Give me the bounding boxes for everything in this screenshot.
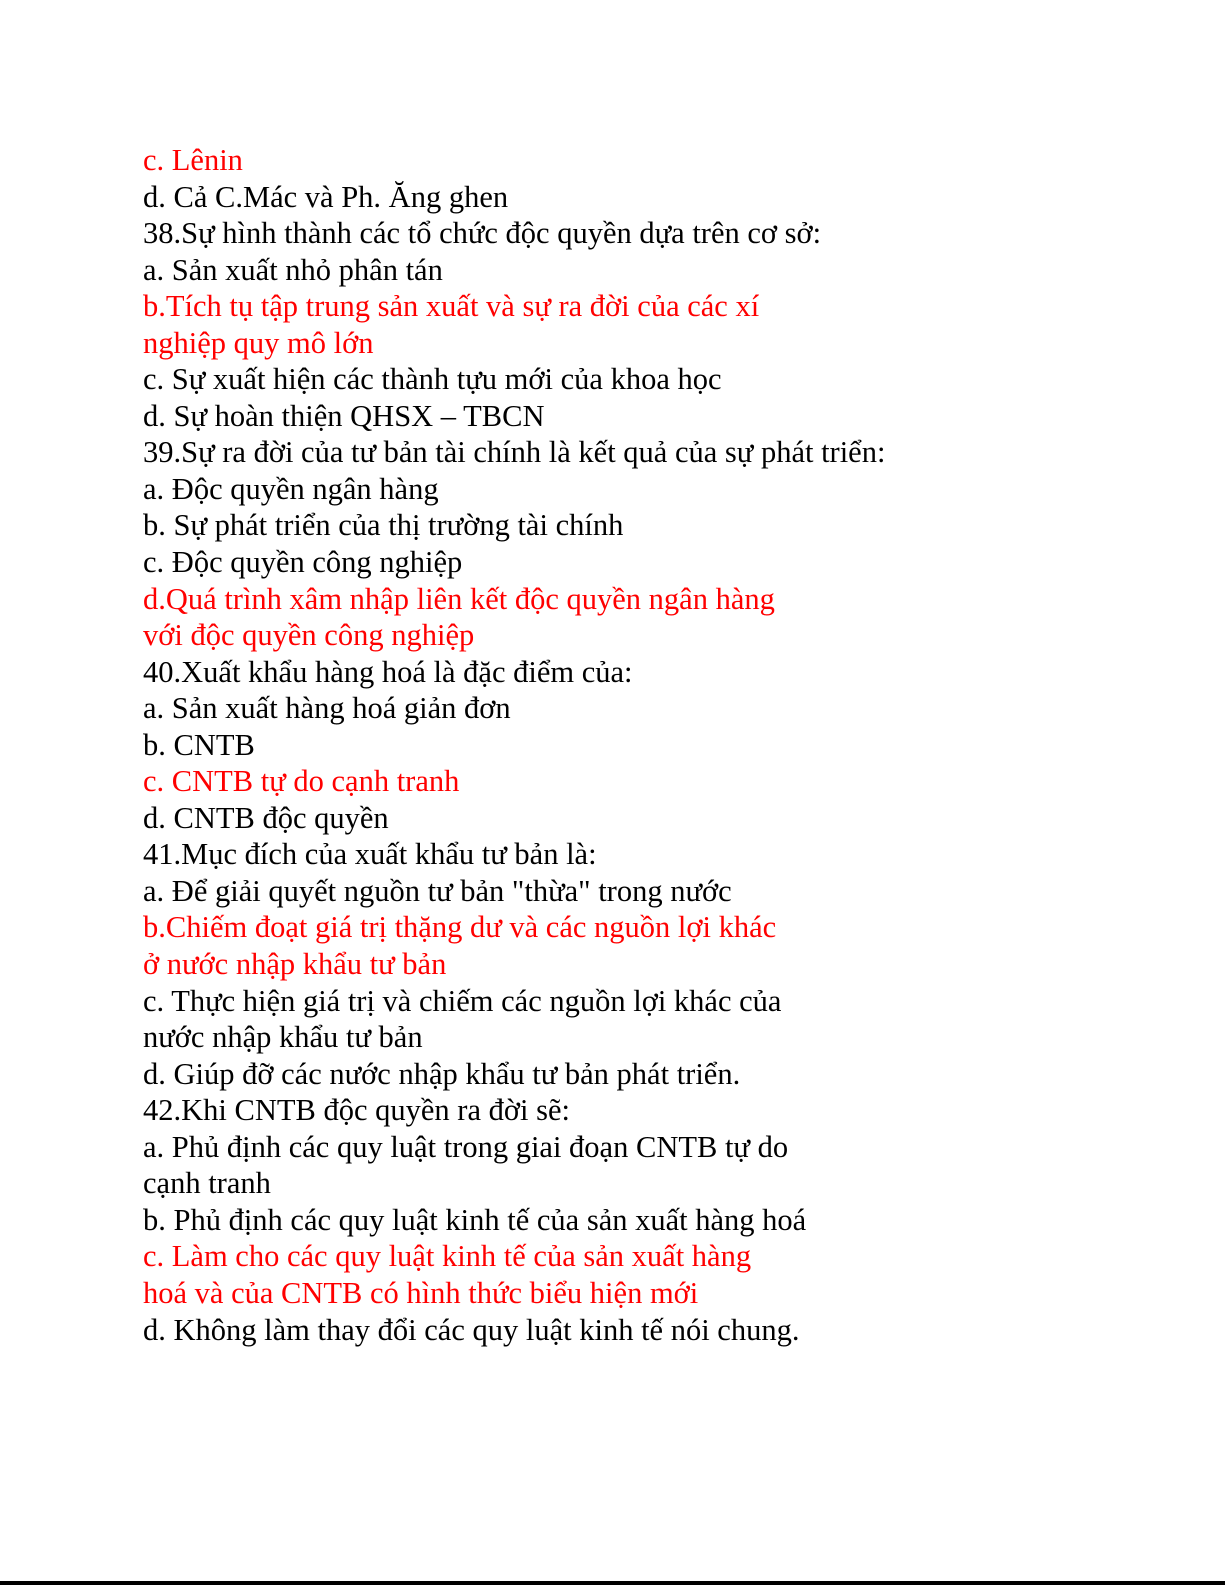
text-line: cạnh tranh [143, 1166, 271, 1201]
answer-line: c. Làm cho các quy luật kinh tế của sản xuất hàng [143, 1239, 752, 1274]
text-line: 41.Mục đích của xuất khẩu tư bản là: [143, 837, 597, 872]
text-line: nước nhập khẩu tư bản [143, 1020, 423, 1055]
text-line: b. CNTB [143, 727, 255, 762]
text-line: b. Phủ định các quy luật kinh tế của sản xuất hàng hoá [143, 1202, 807, 1237]
answer-line: ở nước nhập khẩu tư bản [143, 947, 447, 982]
text-line: d. Không làm thay đổi các quy luật kinh tế nói chung. [143, 1312, 800, 1347]
page-bottom-border [0, 1581, 1225, 1585]
text-line: a. Phủ định các quy luật trong giai đoạn CNTB tự do [143, 1129, 789, 1164]
text-line: 40.Xuất khẩu hàng hoá là đặc điểm của: [143, 654, 633, 689]
text-line: a. Độc quyền ngân hàng [143, 471, 439, 506]
text-line: 39.Sự ra đời của tư bản tài chính là kết quả của sự phát triển: [143, 435, 886, 470]
answer-line: b.Chiếm đoạt giá trị thặng dư và các nguồn lợi khác [143, 910, 777, 945]
answer-line: c. CNTB tự do cạnh tranh [143, 764, 460, 799]
text-line: c. Độc quyền công nghiệp [143, 545, 463, 580]
answer-line: b.Tích tụ tập trung sản xuất và sự ra đời của các xí [143, 289, 760, 324]
text-line: c. Thực hiện giá trị và chiếm các nguồn lợi khác của [143, 983, 782, 1018]
text-line: d. Sự hoàn thiện QHSX – TBCN [143, 398, 545, 433]
text-line: 38.Sự hình thành các tổ chức độc quyền dựa trên cơ sở: [143, 216, 822, 251]
text-line: a. Sản xuất nhỏ phân tán [143, 252, 443, 287]
text-line: d. Giúp đỡ các nước nhập khẩu tư bản phát triển. [143, 1056, 741, 1091]
text-line: a. Sản xuất hàng hoá giản đơn [143, 691, 511, 726]
text-line: d. CNTB độc quyền [143, 800, 389, 835]
answer-line: nghiệp quy mô lớn [143, 325, 374, 360]
document-body [143, 142, 1143, 1348]
answer-line: d.Quá trình xâm nhập liên kết độc quyền ngân hàng [143, 581, 775, 616]
answer-line: c. Lênin [143, 143, 243, 177]
answer-line: với độc quyền công nghiệp [143, 618, 475, 653]
text-line: d. Cả C.Mác và Ph. Ăng ghen [143, 179, 509, 214]
answer-line: hoá và của CNTB có hình thức biểu hiện mới [143, 1275, 699, 1310]
text-line: 42.Khi CNTB độc quyền ra đời sẽ: [143, 1093, 570, 1128]
text-line: c. Sự xuất hiện các thành tựu mới của khoa học [143, 362, 722, 397]
text-line: b. Sự phát triển của thị trường tài chính [143, 508, 624, 543]
text-line: a. Để giải quyết nguồn tư bản "thừa" trong nước [143, 873, 732, 908]
